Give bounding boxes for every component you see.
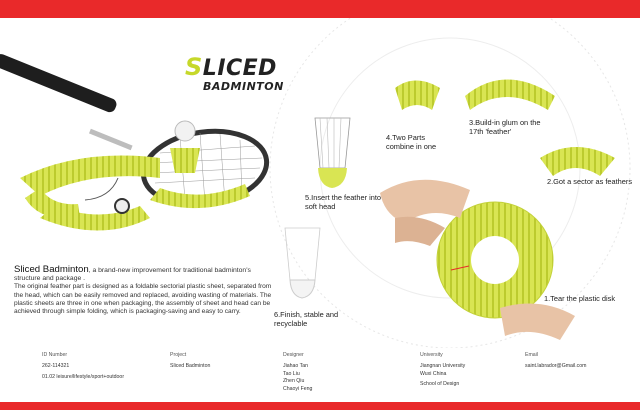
school-name: School of Design [420, 381, 460, 388]
id-value: 262-114321 [42, 363, 70, 370]
description-lead-rest: , a brand-new improvement for traditional badminton's structure and package . [14, 267, 251, 283]
step-2-label: Got a sector as feathers [553, 177, 633, 186]
project-column [170, 352, 210, 371]
step-1-number: 1. [544, 294, 551, 303]
university-label: University [420, 352, 443, 358]
step-6 [274, 310, 344, 328]
project-value: Sliced Badminton [170, 363, 211, 370]
designer-name: Tao Liu [283, 370, 300, 377]
product-description [14, 266, 276, 316]
designer-name: Zhen Qiu [283, 378, 305, 385]
step-3-number: 3. [469, 118, 476, 127]
step-4 [386, 133, 446, 151]
step-4-label: Two Parts combine in one [386, 133, 437, 151]
step-5-label: Insert the feather into soft head [305, 193, 382, 211]
category-value: 01.02 leisure/lifestyle/sport+outdoor [42, 373, 125, 380]
brand-logo [185, 53, 284, 93]
step-6-label: Finish, stable and recyclable [274, 310, 339, 328]
step-6-number: 6. [274, 310, 281, 319]
id-column [42, 352, 124, 381]
brand-letter: S [185, 53, 203, 81]
project-label: Project [170, 352, 187, 358]
university-column [420, 352, 465, 389]
step-2 [547, 177, 637, 186]
step-5-number: 5. [305, 193, 312, 202]
bottom-red-bar [0, 402, 640, 410]
top-red-bar [0, 0, 640, 18]
email-label: Email [525, 352, 538, 358]
step-3 [469, 118, 549, 136]
designer-label: Designer [283, 352, 304, 358]
brand-name-rest: LICED [202, 56, 277, 81]
designer-column [283, 352, 312, 393]
description-lead: Sliced Badminton [14, 264, 89, 275]
step-1 [544, 294, 634, 303]
project-info-footer [0, 348, 640, 402]
step-1-label: Tear the plastic disk [550, 294, 616, 303]
step-2-number: 2. [547, 177, 554, 186]
brand-subtitle: BADMINTON [203, 80, 284, 93]
email-column [525, 352, 587, 371]
description-body: The original feather part is designed as a foldable sectorial plastic sheet, separated from the head, which can be easily removed and replaced, avoiding wasting of materials. The plastic sheets are three in one when packaging, the assembly of sheet and head can be achieved through simple folding, which is packaging-saving and easy to carry. [14, 283, 272, 316]
brand-wordmark [185, 53, 284, 81]
email-value: saint.labrador@Gmail.com [525, 363, 587, 370]
step-3-label: Build-in glum on the 17th 'feather' [469, 118, 541, 136]
university-name: Jiangnan University [420, 363, 466, 370]
id-label: ID Number [42, 352, 68, 358]
designer-name: Chaoyi Feng [283, 385, 313, 392]
step-4-number: 4. [386, 133, 393, 142]
designer-name: Jiahao Tan [283, 363, 308, 370]
university-location: Wuxi China [420, 370, 447, 377]
step-5 [305, 193, 385, 211]
